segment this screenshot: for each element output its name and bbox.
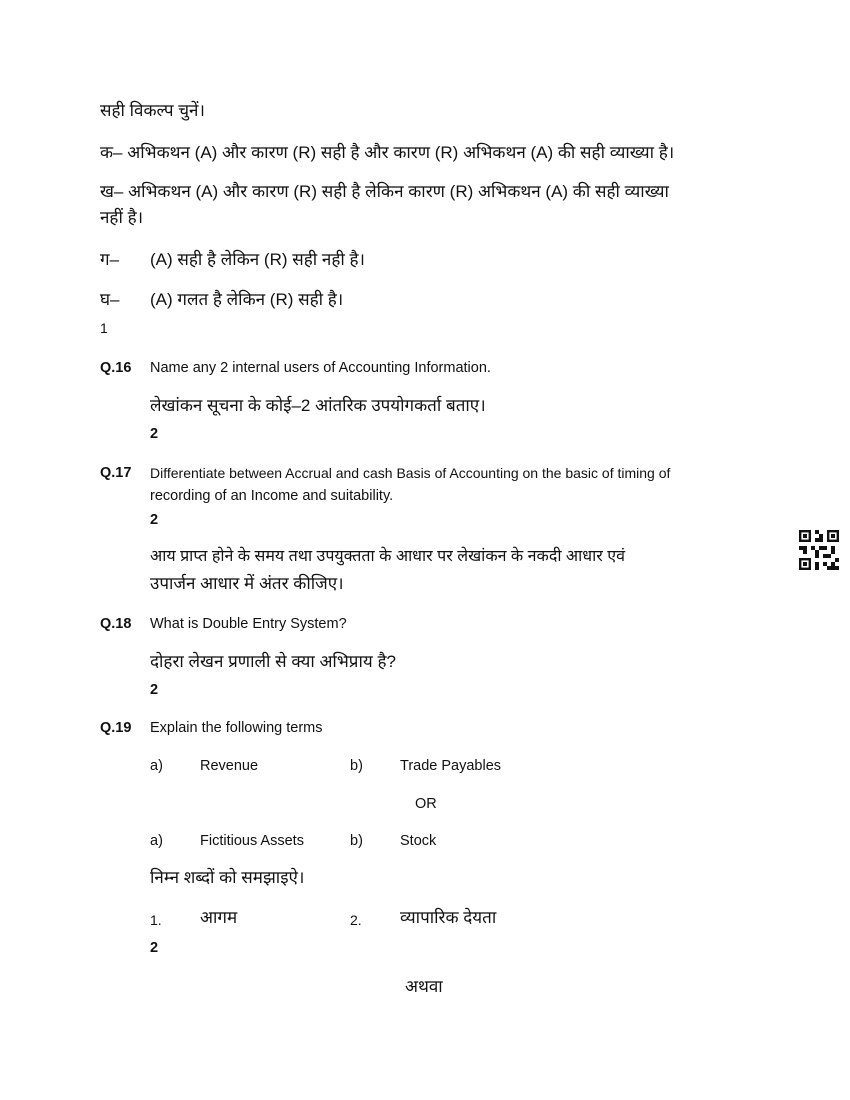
q19-or-hindi: अथवा bbox=[405, 977, 443, 996]
q17-hindi-line2: उपार्जन आधार में अंतर कीजिए। bbox=[150, 574, 344, 593]
q17-english-line2: recording of an Income and suitability. bbox=[150, 488, 394, 504]
q19-row1-b-label: b) bbox=[350, 758, 363, 774]
q19-english: Explain the following terms bbox=[150, 720, 323, 736]
q16-number: Q.16 bbox=[100, 360, 132, 376]
q19-or-english: OR bbox=[415, 796, 437, 812]
q19-row1-a-label: a) bbox=[150, 758, 163, 774]
intro-marks: 1 bbox=[100, 320, 108, 336]
option-gha-text: (A) गलत है लेकिन (R) सही है। bbox=[150, 290, 344, 309]
q18-number: Q.18 bbox=[100, 616, 132, 632]
q19-row2-b-label: b) bbox=[350, 833, 363, 849]
q17-english-line1: Differentiate between Accrual and cash Basis of Accounting on the basic of timing of bbox=[150, 465, 671, 481]
q19-row1-b-text: Trade Payables bbox=[400, 758, 502, 774]
option-kha-line1 bbox=[100, 182, 750, 202]
q19-row2-b-text: Stock bbox=[400, 833, 437, 849]
q17-marks: 2 bbox=[150, 512, 159, 528]
q19-row3-b-text: व्यापारिक देयता bbox=[400, 908, 497, 927]
option-kha-line2: नहीं है। bbox=[100, 208, 144, 227]
q16-marks: 2 bbox=[150, 426, 159, 442]
option-ga-text: (A) सही है लेकिन (R) सही नही है। bbox=[150, 250, 365, 269]
q19-row3-a-text: आगम bbox=[200, 908, 238, 927]
q17-hindi-line1: आय प्राप्त होने के समय तथा उपयुक्तता के आधार पर लेखांकन के नकदी आधार एवं bbox=[150, 548, 625, 565]
option-ka: क– अभिकथन (A) और कारण (R) सही है और कारण (R) अभिकथन (A) की सही व्याख्या है। bbox=[100, 143, 675, 162]
q16-english: Name any 2 internal users of Accounting Information. bbox=[150, 360, 491, 376]
q19-number: Q.19 bbox=[100, 720, 132, 736]
q19-row2-a-label: a) bbox=[150, 833, 163, 849]
q19-hindi: निम्न शब्दों को समझाइऐ। bbox=[150, 868, 305, 887]
q18-english: What is Double Entry System? bbox=[150, 616, 347, 632]
option-gha-label: घ– bbox=[100, 290, 120, 309]
q19-marks: 2 bbox=[150, 940, 159, 956]
instruction: सही विकल्प चुनें। bbox=[100, 101, 205, 120]
q16-hindi: लेखांकन सूचना के कोई–2 आंतरिक उपयोगकर्ता बताए। bbox=[150, 396, 486, 415]
q18-hindi: दोहरा लेखन प्रणाली से क्या अभिप्राय है? bbox=[150, 652, 396, 671]
option-kha-text: ख– अभिकथन (A) और कारण (R) सही है लेकिन कारण (R) अभिकथन (A) की सही व्याख्या bbox=[100, 182, 669, 201]
qr-code-icon bbox=[799, 530, 839, 570]
q18-marks: 2 bbox=[150, 682, 159, 698]
option-ga-label: ग– bbox=[100, 250, 120, 269]
q19-row3-a-label: 1. bbox=[150, 912, 162, 928]
q19-row1-a-text: Revenue bbox=[200, 758, 259, 774]
q19-row3-b-label: 2. bbox=[350, 912, 362, 928]
q17-number: Q.17 bbox=[100, 465, 132, 481]
q19-row2-a-text: Fictitious Assets bbox=[200, 833, 304, 849]
